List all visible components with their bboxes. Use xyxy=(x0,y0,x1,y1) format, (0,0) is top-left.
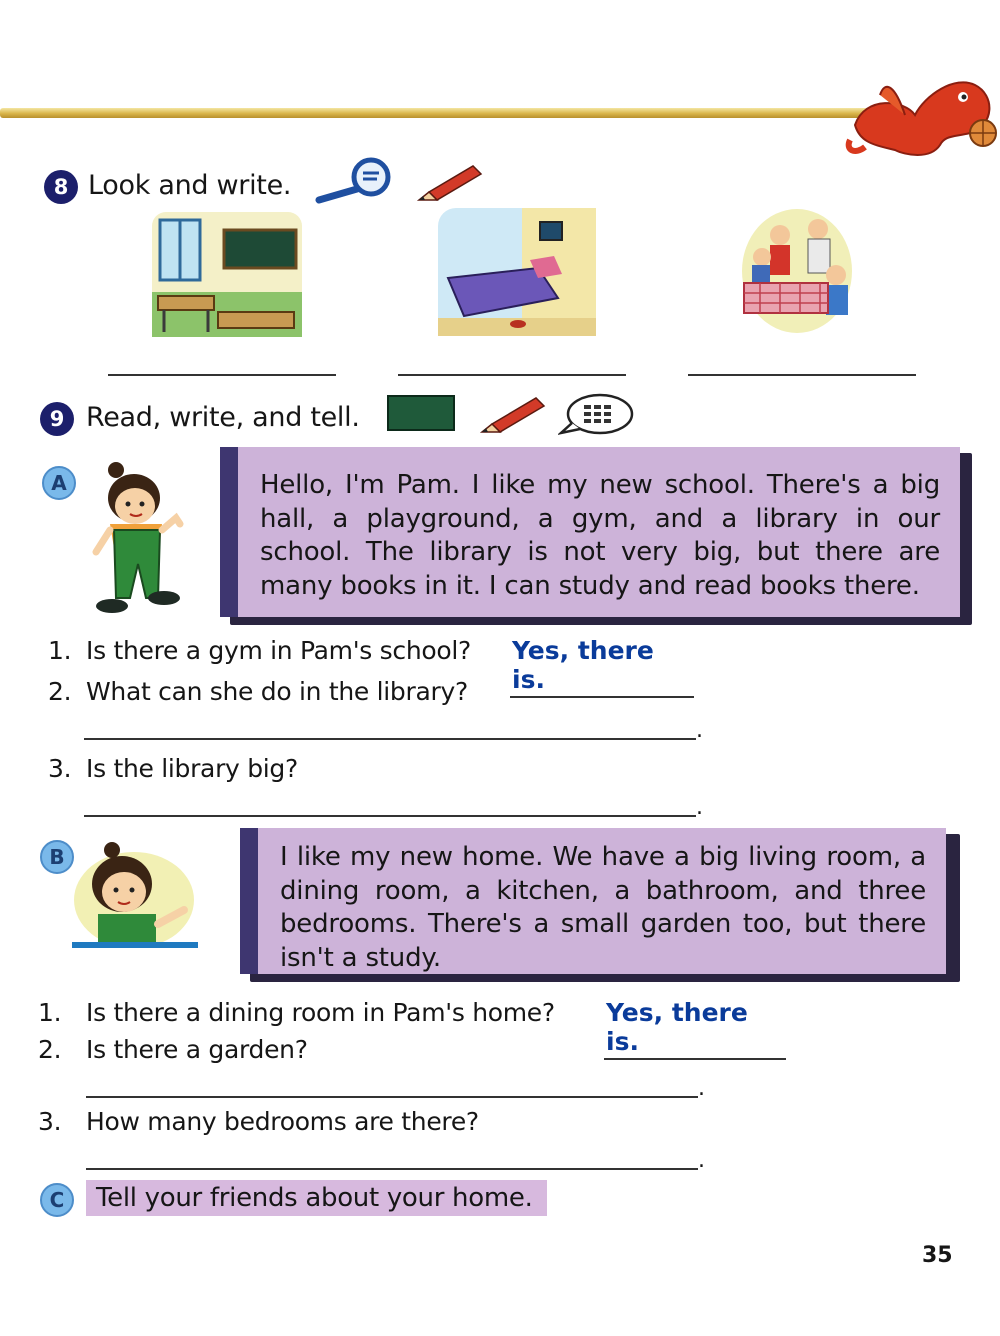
dragon-mascot-icon xyxy=(845,55,1000,165)
section-8-title: Look and write. xyxy=(88,170,292,201)
b-q2-answer-blank[interactable] xyxy=(86,1096,698,1098)
pam-leaning-picture xyxy=(72,840,200,952)
b-q2-number: 2. xyxy=(38,1035,62,1064)
picture-1-answer-blank[interactable] xyxy=(108,374,336,376)
b-q3-text: How many bedrooms are there? xyxy=(86,1107,479,1136)
magnifier-icon xyxy=(315,157,397,205)
b-q1-answer[interactable]: Yes, there is. xyxy=(604,998,786,1060)
part-c-letter: C xyxy=(40,1183,74,1217)
page-number: 35 xyxy=(922,1243,953,1268)
pam-standing-picture xyxy=(88,460,188,618)
section-9-title: Read, write, and tell. xyxy=(86,402,360,433)
b-q3-number: 3. xyxy=(38,1107,62,1136)
passage-a-box xyxy=(220,447,972,625)
picture-3-answer-blank[interactable] xyxy=(688,374,916,376)
classroom-picture xyxy=(152,212,302,337)
passage-a-text: Hello, I'm Pam. I like my new school. There's a big hall, a playground, a gym, and a library in our school. The library is not very big, but there are many books in it. I can study and read books there. xyxy=(260,470,940,601)
chalkboard-icon xyxy=(387,395,455,431)
part-a-letter: A xyxy=(42,466,76,500)
pencil-icon xyxy=(415,160,483,202)
a-q2-text: What can she do in the library? xyxy=(86,677,468,706)
a-q1-text: Is there a gym in Pam's school? xyxy=(86,636,471,665)
a-q2-answer-blank[interactable] xyxy=(84,738,696,740)
b-q3-period: . xyxy=(698,1148,705,1173)
a-q1-number: 1. xyxy=(48,636,72,665)
speech-bubble-icon xyxy=(558,393,634,437)
header-stripe xyxy=(0,108,870,118)
a-q3-text: Is the library big? xyxy=(86,754,298,783)
a-q3-answer-blank[interactable] xyxy=(84,815,696,817)
part-c-instruction: Tell your friends about your home. xyxy=(86,1180,547,1216)
b-q2-period: . xyxy=(698,1076,705,1101)
pencil-icon-2 xyxy=(478,392,546,434)
picture-2-answer-blank[interactable] xyxy=(398,374,626,376)
a-q1-answer[interactable]: Yes, there is. xyxy=(510,636,694,698)
section-8-number: 8 xyxy=(44,170,78,204)
a-q2-period: . xyxy=(696,718,703,743)
dining-picture xyxy=(740,205,855,335)
b-q1-text: Is there a dining room in Pam's home? xyxy=(86,998,555,1027)
a-q3-number: 3. xyxy=(48,754,72,783)
section-9-number: 9 xyxy=(40,402,74,436)
bedroom-picture xyxy=(438,208,596,336)
b-q2-text: Is there a garden? xyxy=(86,1035,308,1064)
part-b-letter: B xyxy=(40,840,74,874)
b-q3-answer-blank[interactable] xyxy=(86,1168,698,1170)
passage-b-text: I like my new home. We have a big living room, a dining room, a kitchen, a bathroom, and three bedrooms. There's a small garden too, but there isn't a study. xyxy=(280,842,926,973)
a-q3-period: . xyxy=(696,795,703,820)
a-q2-number: 2. xyxy=(48,677,72,706)
passage-b-box xyxy=(240,828,960,982)
b-q1-number: 1. xyxy=(38,998,62,1027)
